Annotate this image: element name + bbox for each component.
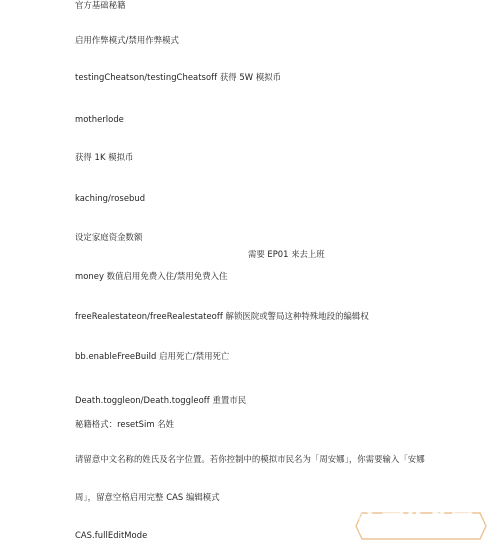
text-line-3: motherlode (75, 114, 124, 124)
heading-basic-cheats: 官方基础秘籍 (75, 0, 126, 10)
site-watermark (352, 507, 490, 545)
text-line-1: 启用作弊模式/禁用作弊模式 (75, 35, 179, 45)
text-line-7: money 数值启用免费入住/禁用免费入住 (75, 271, 228, 281)
side-note: 需要 EP01 来去上班 (248, 249, 325, 259)
text-line-8: freeRealestateon/freeRealestateoff 解锁医院或警局这种特殊地段的编辑权 (75, 311, 369, 321)
text-line-13: 周」，留意空格启用完整 CAS 编辑模式 (75, 492, 220, 502)
text-line-5: kaching/rosebud (75, 193, 146, 203)
text-line-14: CAS.fullEditMode (75, 530, 148, 540)
text-line-11: 秘籍格式：resetSim 名姓 (75, 419, 175, 429)
text-line-2: testingCheatson/testingCheatsoff 获得 5W 模拟币 (75, 72, 282, 82)
watermark-text: 宝哥软件园 (359, 512, 475, 537)
text-line-10: Death.toggleon/Death.toggleoff 重置市民 (75, 395, 247, 405)
text-line-12: 请留意中文名称的姓氏及名字位置。若你控制中的模拟市民名为「周安娜」，你需要输入「安娜 (75, 454, 425, 464)
text-line-9: bb.enableFreeBuild 启用死亡/禁用死亡 (75, 351, 230, 361)
text-line-4: 获得 1K 模拟币 (75, 152, 134, 162)
text-line-6: 设定家庭资金数额 (75, 232, 143, 242)
